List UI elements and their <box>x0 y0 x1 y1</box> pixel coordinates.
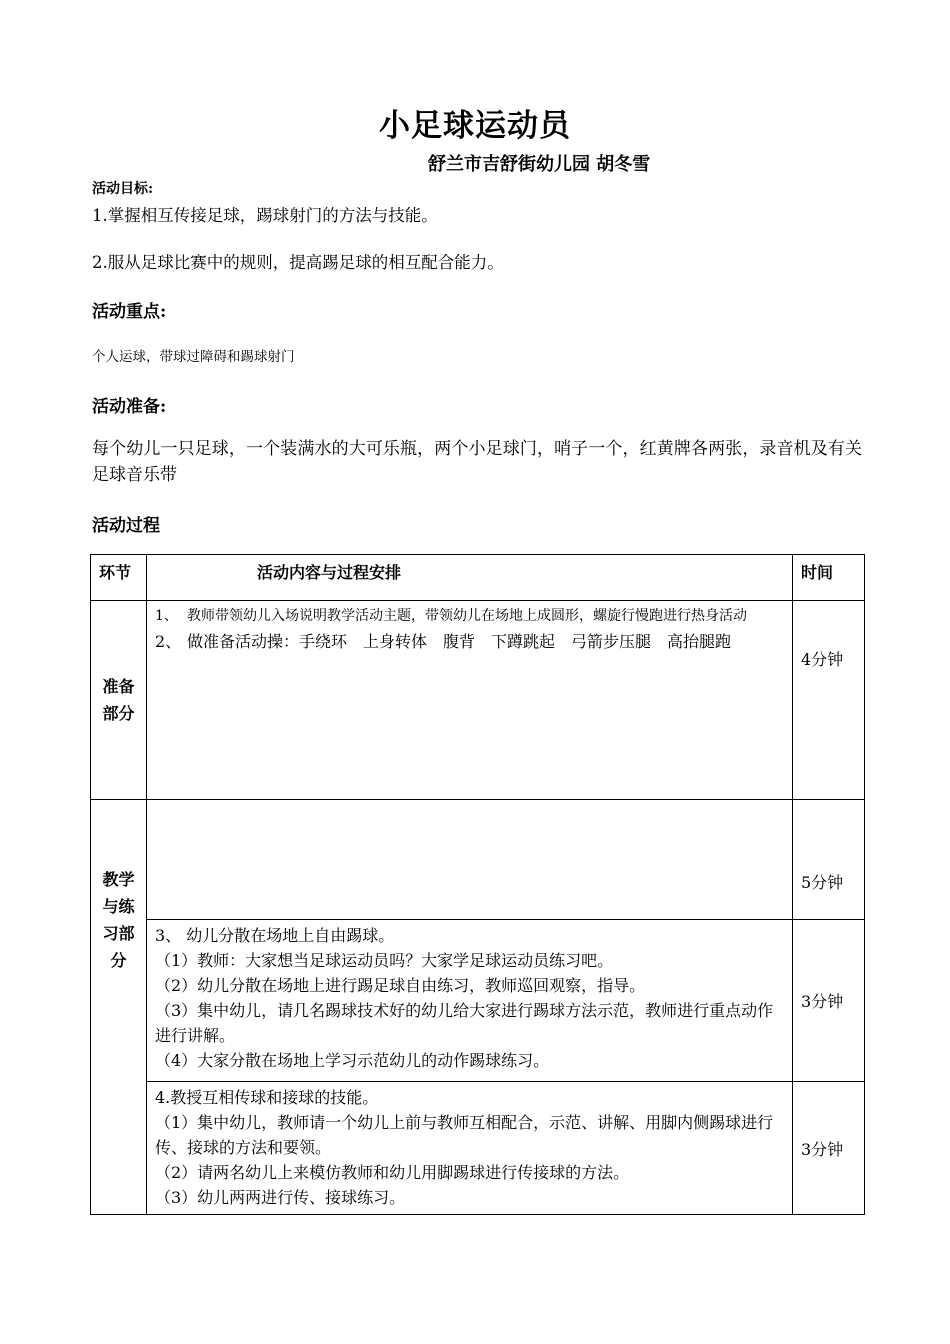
teach-row3-content <box>147 1082 793 1215</box>
table-row-prep <box>91 601 865 800</box>
content-line: （3）幼儿两两进行传、接球练习。 <box>155 1188 406 1207</box>
table-header-row <box>91 555 865 601</box>
table-row-teach-2 <box>91 920 865 1082</box>
teach-label-line: 与练 <box>102 897 135 916</box>
prep-label-line: 准备 <box>102 677 135 696</box>
preparation-heading: 活动准备: <box>92 397 167 417</box>
content-line: （3）集中幼儿，请几名踢球技术好的幼儿给大家进行踢球方法示范，教师进行重点动作进行讲解。 <box>155 1001 774 1045</box>
process-heading: 活动过程 <box>92 516 160 536</box>
goal-item-2: 2.服从足球比赛中的规则，提高踢足球的相互配合能力。 <box>92 253 504 272</box>
prep-time: 4分钟 <box>793 601 865 800</box>
goal-item-1: 1.掌握相互传接足球，踢球射门的方法与技能。 <box>92 206 438 225</box>
header-stage: 环节 <box>91 555 147 601</box>
prep-label-line: 部分 <box>102 704 135 723</box>
teach-row1-time: 5分钟 <box>793 800 865 920</box>
content-line: 4.教授互相传球和接球的技能。 <box>155 1088 379 1107</box>
list-item-text: 做准备活动操：手绕环 上身转体 腹背 下蹲跳起 弓箭步压腿 高抬腿跑 <box>187 632 732 651</box>
teach-label-line: 习部 <box>102 924 135 943</box>
content-line: 3、 幼儿分散在场地上自由踢球。 <box>155 926 395 945</box>
content-line: （4）大家分散在场地上学习示范幼儿的动作踢球练习。 <box>155 1051 550 1070</box>
activity-table <box>90 554 865 1215</box>
author-line: 舒兰市吉舒街幼儿园 胡冬雪 <box>428 154 651 175</box>
teach-label-line: 分 <box>110 951 127 970</box>
content-line: （2）幼儿分散在场地上进行踢足球自由练习，教师巡回观察，指导。 <box>155 976 646 995</box>
content-line: （1）教师：大家想当足球运动员吗？大家学足球运动员练习吧。 <box>155 951 614 970</box>
teach-row2-content <box>147 920 793 1082</box>
list-item-number: 2、 <box>155 632 182 651</box>
preparation-text: 每个幼儿一只足球，一个装满水的大可乐瓶，两个小足球门，哨子一个，红黄牌各两张，录音机及有关足球音乐带 <box>92 439 862 485</box>
header-content: 活动内容与过程安排 <box>147 555 793 601</box>
goals-heading: 活动目标: <box>92 181 154 197</box>
list-item-text: 教师带领幼儿入场说明教学活动主题，带领幼儿在场地上成圆形，螺旋行慢跑进行热身活动 <box>187 608 747 624</box>
focus-text: 个人运球，带球过障碍和踢球射门 <box>92 349 295 365</box>
teach-row1-content <box>147 800 793 920</box>
list-item <box>155 604 786 629</box>
teach-stage-label <box>91 800 147 1215</box>
document-title: 小足球运动员 <box>379 108 571 144</box>
content-line: （2）请两名幼儿上来模仿教师和幼儿用脚踢球进行传接球的方法。 <box>155 1163 630 1182</box>
list-item <box>155 629 786 654</box>
table-row-teach-1 <box>91 800 865 920</box>
teach-row3-time: 3分钟 <box>793 1082 865 1215</box>
prep-content <box>147 601 793 800</box>
content-line: （1）集中幼儿，教师请一个幼儿上前与教师互相配合，示范、讲解、用脚内侧踢球进行传、接球的方法和要领。 <box>155 1113 774 1157</box>
list-item-number: 1、 <box>155 608 178 624</box>
focus-heading: 活动重点: <box>92 302 167 322</box>
prep-stage-label <box>91 601 147 800</box>
header-time: 时间 <box>793 555 865 601</box>
table-row-teach-3 <box>91 1082 865 1215</box>
teach-label-line: 教学 <box>102 870 135 889</box>
teach-row2-time: 3分钟 <box>793 920 865 1082</box>
